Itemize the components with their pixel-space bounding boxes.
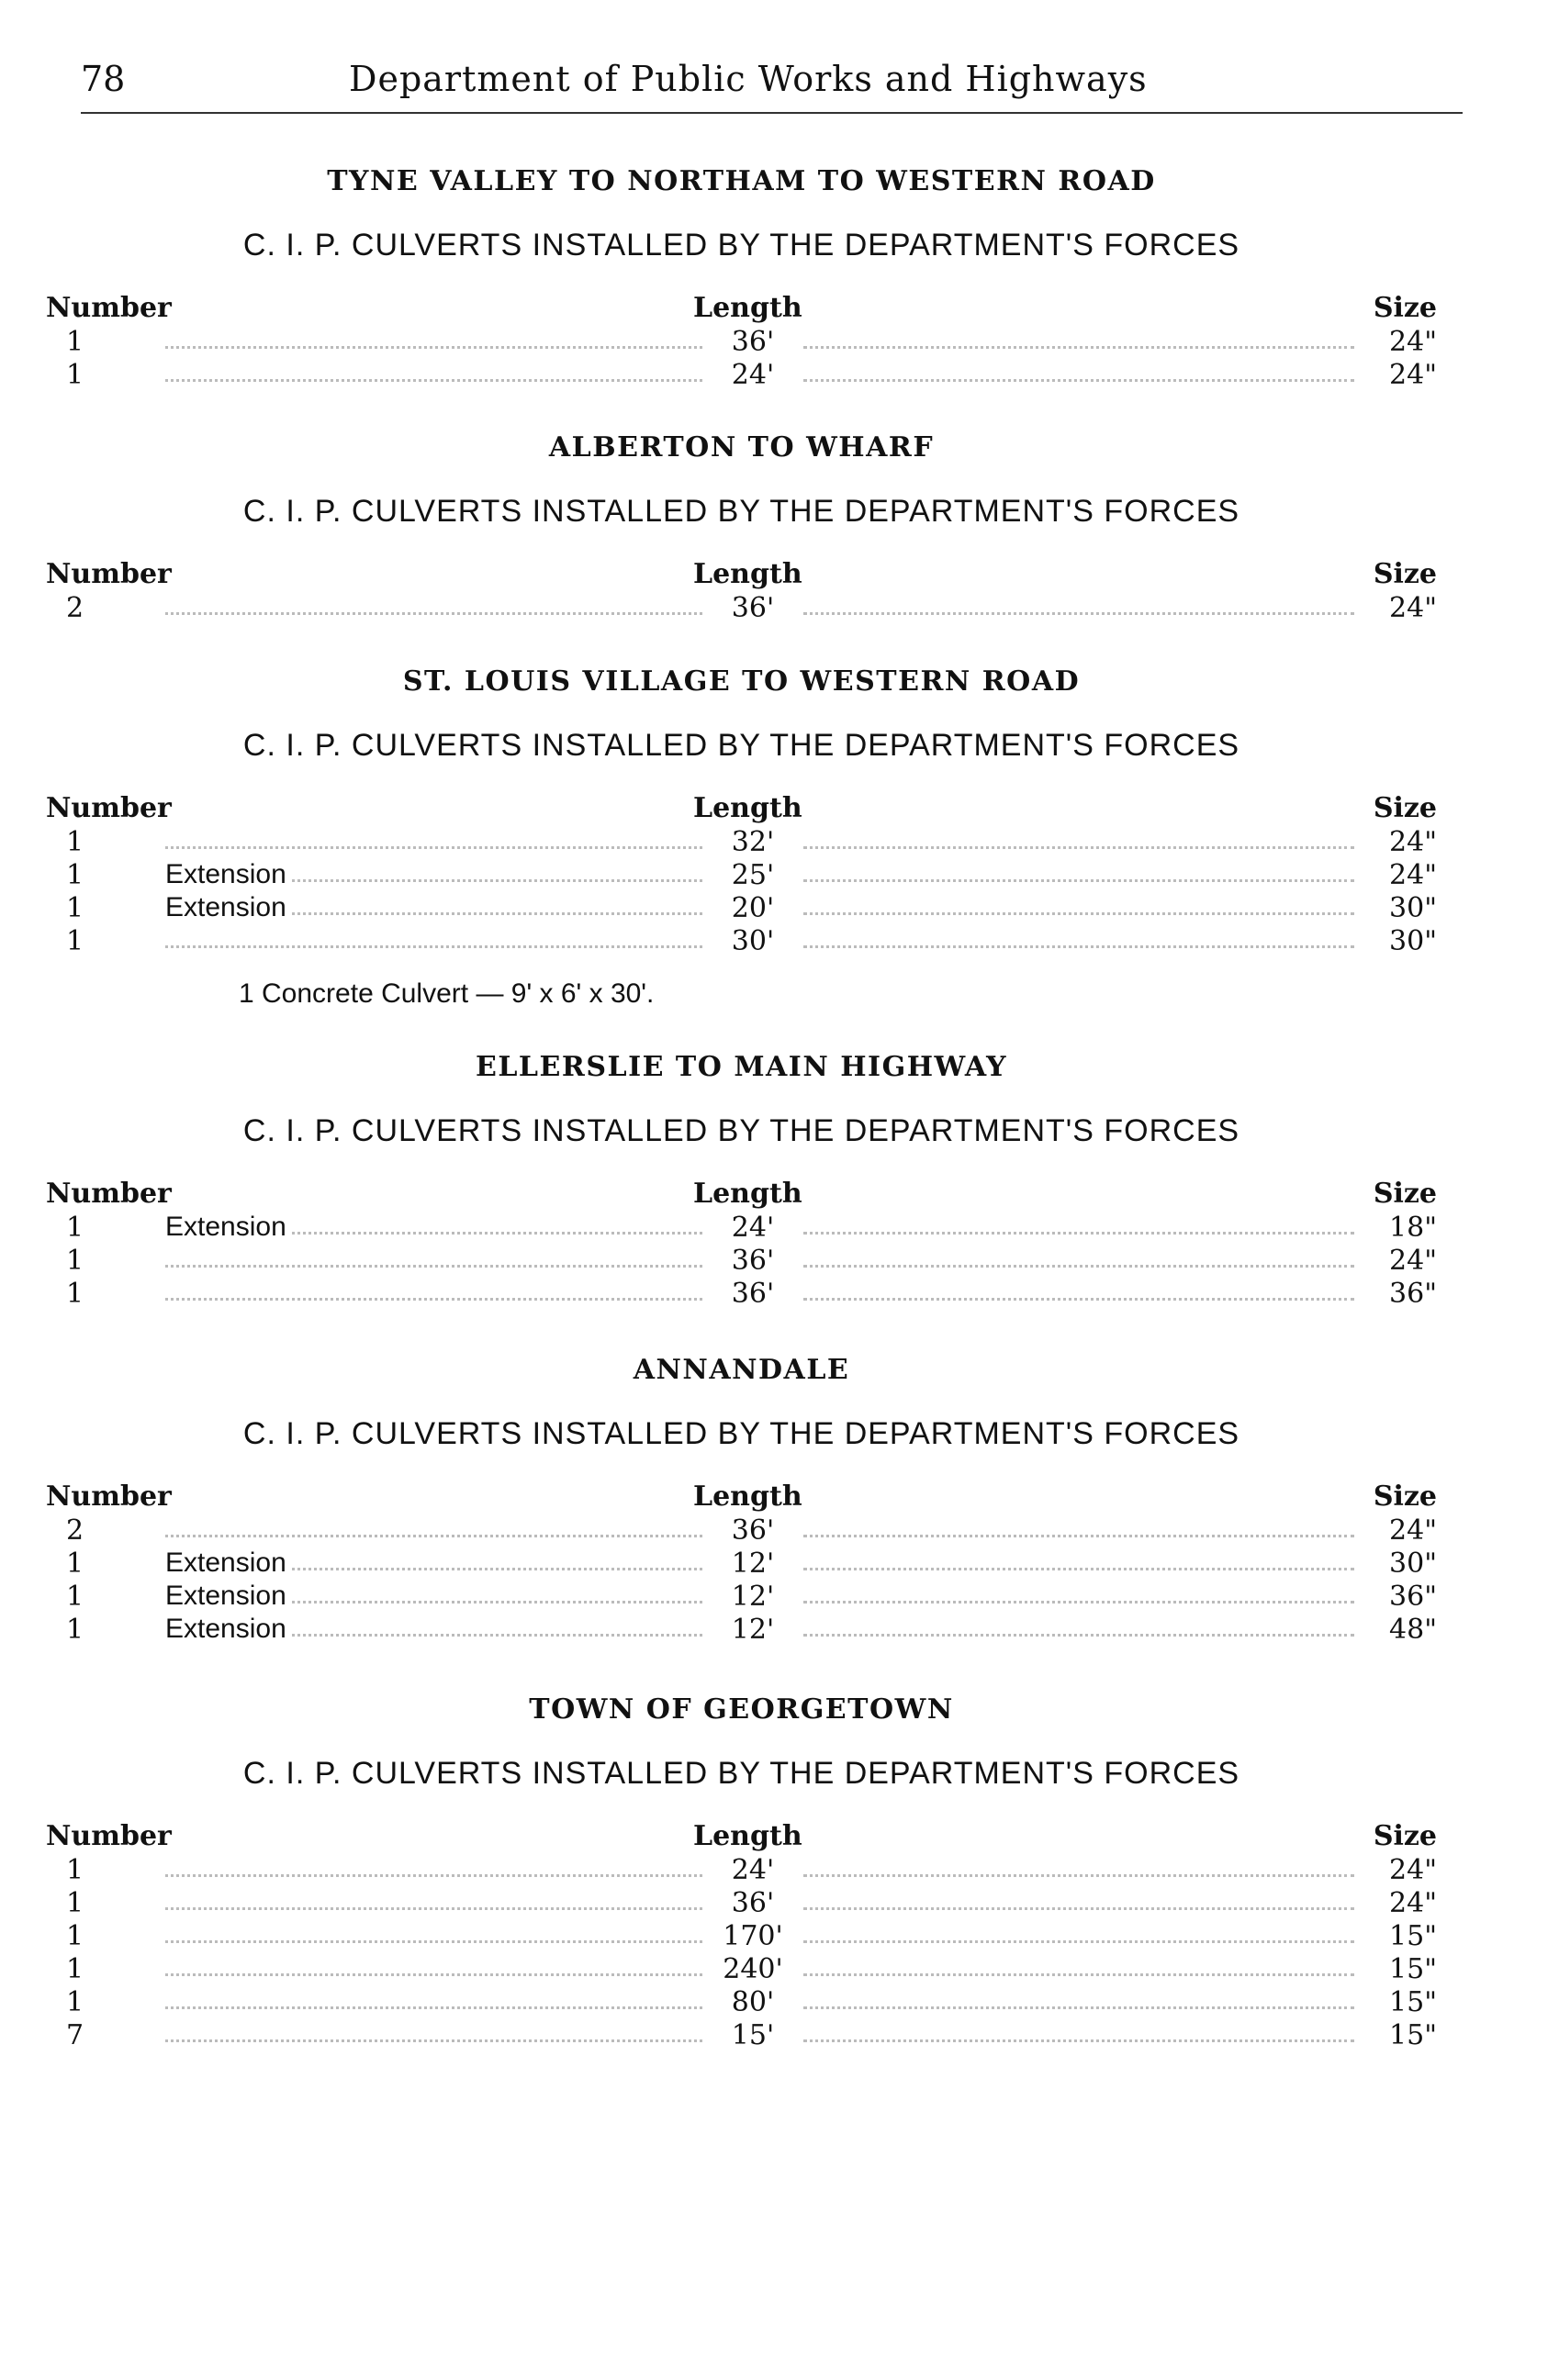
column-header-length: Length: [693, 558, 802, 590]
culvert-count: 1: [66, 1854, 84, 1886]
table-row: [46, 826, 1437, 859]
culvert-size: 24": [1389, 326, 1437, 358]
culvert-length: 20': [702, 892, 803, 924]
section-subtitle: C. I. P. CULVERTS INSTALLED BY THE DEPARTMENT'S FORCES: [242, 1756, 1240, 1791]
culvert-length: 12': [702, 1548, 803, 1580]
culvert-count: 2: [66, 1514, 84, 1547]
section-subtitle: C. I. P. CULVERTS INSTALLED BY THE DEPARTMENT'S FORCES: [242, 728, 1240, 763]
dot-leader: [803, 1232, 1354, 1235]
dot-leader: [803, 1907, 1354, 1910]
section-title: ELLERSLIE TO MAIN HIGHWAY: [475, 1051, 1008, 1083]
dot-leader: [165, 1907, 702, 1910]
dot-leader: [803, 945, 1354, 948]
dot-leader: [165, 346, 702, 349]
culvert-count: 1: [66, 826, 84, 858]
culvert-count: 7: [66, 2019, 84, 2051]
dot-leader: [803, 1634, 1354, 1637]
table-row: [46, 1581, 1437, 1614]
culvert-size: 30": [1389, 925, 1437, 957]
dot-leader: [803, 1874, 1354, 1877]
culvert-count: 2: [66, 592, 84, 624]
page-header: [81, 59, 1463, 114]
column-header-size: Size: [1373, 1481, 1437, 1513]
culvert-size: 15": [1389, 1920, 1437, 1952]
culvert-size: 24": [1389, 1887, 1437, 1919]
culvert-length: 24': [702, 359, 803, 391]
column-header-size: Size: [1373, 1178, 1437, 1210]
dot-leader: [165, 1535, 702, 1537]
dot-leader: [803, 1298, 1354, 1301]
culvert-type-label: Extension: [165, 1548, 290, 1579]
section-subtitle: C. I. P. CULVERTS INSTALLED BY THE DEPARTMENT'S FORCES: [242, 494, 1240, 529]
table-row: [46, 1514, 1437, 1548]
culvert-count: 1: [66, 1245, 84, 1277]
culvert-length: 36': [702, 326, 803, 358]
section-title: TOWN OF GEORGETOWN: [529, 1693, 954, 1726]
culvert-count: 1: [66, 1212, 84, 1244]
table-row: [46, 1212, 1437, 1245]
page-number: 78: [81, 59, 126, 99]
table-row: [46, 892, 1437, 925]
dot-leader: [165, 1265, 702, 1268]
column-header-number: Number: [46, 558, 172, 590]
culvert-count: 1: [66, 859, 84, 891]
culvert-size: 36": [1389, 1581, 1437, 1613]
section-title: ALBERTON TO WHARF: [548, 431, 935, 464]
column-header-length: Length: [693, 1481, 802, 1513]
column-header-number: Number: [46, 792, 172, 824]
culvert-count: 1: [66, 1920, 84, 1952]
dot-leader: [165, 846, 702, 849]
column-header-number: Number: [46, 1178, 172, 1210]
column-header-length: Length: [693, 292, 802, 324]
culvert-count: 1: [66, 359, 84, 391]
culvert-size: 15": [1389, 2019, 1437, 2051]
column-header-length: Length: [693, 792, 802, 824]
culvert-type-label: Extension: [165, 859, 290, 890]
table-row: [46, 326, 1437, 359]
culvert-count: 1: [66, 1953, 84, 1985]
culvert-length: 36': [702, 592, 803, 624]
culvert-size: 24": [1389, 1854, 1437, 1886]
culvert-length: 36': [702, 1245, 803, 1277]
dot-leader: [165, 2006, 702, 2009]
column-header-length: Length: [693, 1178, 802, 1210]
dot-leader: [803, 1973, 1354, 1976]
dot-leader: [165, 612, 702, 615]
table-row: [46, 1887, 1437, 1920]
culvert-length: 24': [702, 1212, 803, 1244]
dot-leader: [165, 379, 702, 382]
table-row: [46, 1614, 1437, 1647]
dot-leader: [803, 2006, 1354, 2009]
section-subtitle: C. I. P. CULVERTS INSTALLED BY THE DEPARTMENT'S FORCES: [242, 228, 1240, 263]
culvert-length: 15': [702, 2019, 803, 2051]
culvert-length: 36': [702, 1887, 803, 1919]
table-row: [46, 2019, 1437, 2052]
dot-leader: [165, 1973, 702, 1976]
table-row: [46, 1986, 1437, 2019]
dot-leader: [165, 1940, 702, 1943]
table-row: [46, 1920, 1437, 1953]
culvert-length: 30': [702, 925, 803, 957]
culvert-size: 24": [1389, 1245, 1437, 1277]
culvert-count: 1: [66, 1614, 84, 1646]
culvert-count: 1: [66, 1581, 84, 1613]
dot-leader: [803, 1940, 1354, 1943]
running-title: Department of Public Works and Highways: [349, 59, 1148, 99]
dot-leader: [803, 1535, 1354, 1537]
table-row: [46, 1854, 1437, 1887]
culvert-size: 15": [1389, 1953, 1437, 1985]
dot-leader: [165, 2039, 702, 2042]
dot-leader: [803, 612, 1354, 615]
column-header-size: Size: [1373, 558, 1437, 590]
dot-leader: [803, 379, 1354, 382]
section-note: 1 Concrete Culvert — 9' x 6' x 30'.: [239, 978, 655, 1009]
table-row: [46, 859, 1437, 892]
culvert-length: 36': [702, 1278, 803, 1310]
dot-leader: [803, 912, 1354, 915]
culvert-count: 1: [66, 1986, 84, 2018]
culvert-size: 30": [1389, 1548, 1437, 1580]
culvert-type-label: Extension: [165, 1614, 290, 1645]
column-header-size: Size: [1373, 792, 1437, 824]
column-header-number: Number: [46, 1481, 172, 1513]
culvert-length: 240': [702, 1953, 803, 1985]
section-title: ANNANDALE: [633, 1354, 850, 1386]
culvert-size: 24": [1389, 859, 1437, 891]
column-header-length: Length: [693, 1820, 802, 1852]
culvert-size: 30": [1389, 892, 1437, 924]
column-header-number: Number: [46, 1820, 172, 1852]
dot-leader: [165, 1298, 702, 1301]
dot-leader: [165, 1874, 702, 1877]
culvert-size: 48": [1389, 1614, 1437, 1646]
dot-leader: [803, 879, 1354, 882]
culvert-size: 24": [1389, 1514, 1437, 1547]
culvert-type-label: Extension: [165, 1212, 290, 1243]
culvert-length: 80': [702, 1986, 803, 2018]
dot-leader: [803, 1568, 1354, 1570]
culvert-length: 36': [702, 1514, 803, 1547]
column-header-size: Size: [1373, 292, 1437, 324]
table-row: [46, 359, 1437, 392]
culvert-size: 15": [1389, 1986, 1437, 2018]
section-subtitle: C. I. P. CULVERTS INSTALLED BY THE DEPARTMENT'S FORCES: [242, 1416, 1240, 1451]
culvert-size: 24": [1389, 592, 1437, 624]
table-row: [46, 1548, 1437, 1581]
culvert-size: 24": [1389, 359, 1437, 391]
table-row: [46, 1245, 1437, 1278]
culvert-count: 1: [66, 1548, 84, 1580]
dot-leader: [165, 945, 702, 948]
culvert-size: 24": [1389, 826, 1437, 858]
culvert-length: 24': [702, 1854, 803, 1886]
culvert-type-label: Extension: [165, 892, 290, 923]
culvert-length: 25': [702, 859, 803, 891]
dot-leader: [803, 346, 1354, 349]
culvert-length: 12': [702, 1614, 803, 1646]
culvert-count: 1: [66, 1887, 84, 1919]
column-header-number: Number: [46, 292, 172, 324]
culvert-count: 1: [66, 925, 84, 957]
culvert-count: 1: [66, 892, 84, 924]
dot-leader: [803, 1265, 1354, 1268]
culvert-length: 12': [702, 1581, 803, 1613]
table-row: [46, 925, 1437, 958]
culvert-size: 18": [1389, 1212, 1437, 1244]
dot-leader: [803, 2039, 1354, 2042]
dot-leader: [803, 846, 1354, 849]
culvert-length: 170': [702, 1920, 803, 1952]
culvert-count: 1: [66, 326, 84, 358]
column-header-size: Size: [1373, 1820, 1437, 1852]
table-row: [46, 1278, 1437, 1311]
section-subtitle: C. I. P. CULVERTS INSTALLED BY THE DEPARTMENT'S FORCES: [242, 1113, 1240, 1148]
header-rule: [81, 112, 1463, 114]
culvert-size: 36": [1389, 1278, 1437, 1310]
culvert-type-label: Extension: [165, 1581, 290, 1612]
table-row: [46, 592, 1437, 625]
culvert-length: 32': [702, 826, 803, 858]
section-title: ST. LOUIS VILLAGE TO WESTERN ROAD: [402, 665, 1081, 698]
table-row: [46, 1953, 1437, 1986]
culvert-count: 1: [66, 1278, 84, 1310]
dot-leader: [803, 1601, 1354, 1603]
section-title: TYNE VALLEY TO NORTHAM TO WESTERN ROAD: [327, 165, 1156, 197]
